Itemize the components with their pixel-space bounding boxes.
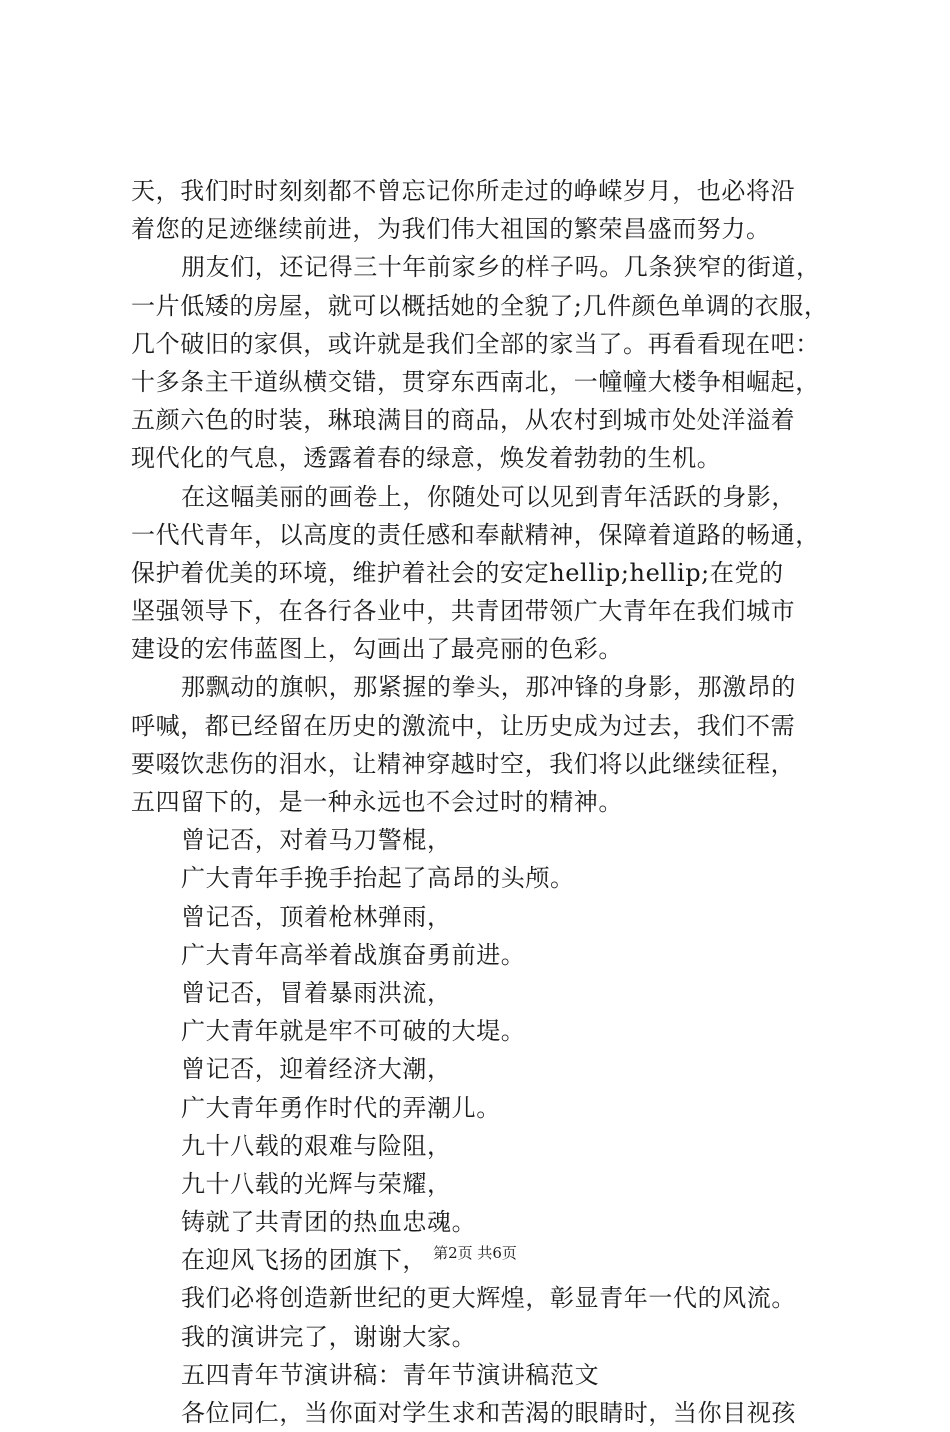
- text-line: 广大青年手挽手抬起了高昂的头颅。: [181, 864, 575, 893]
- text-line: 广大青年高举着战旗奋勇前进。: [181, 940, 526, 969]
- text-line: 在迎风飞扬的团旗下，: [181, 1246, 427, 1275]
- page-footer: [0, 1243, 950, 1263]
- text-line: 曾记否，冒着暴雨洪流，: [181, 978, 452, 1007]
- text-line: 建设的宏伟蓝图上，勾画出了最亮丽的色彩。: [131, 635, 623, 664]
- text-line: 坚强领导下，在各行各业中，共青团带领广大青年在我们城市: [131, 597, 796, 626]
- text-line: 几个破旧的家俱，或许就是我们全部的家当了。再看看现在吧：: [131, 329, 820, 358]
- text-line: 五颜六色的时装，琳琅满目的商品，从农村到城市处处洋溢着: [131, 406, 796, 435]
- text-line: 五四青年节演讲稿：青年节演讲稿范文: [181, 1360, 600, 1389]
- text-line: 我的演讲完了，谢谢大家。: [181, 1322, 477, 1351]
- text-line: 九十八载的光辉与荣耀，: [181, 1169, 452, 1198]
- text-line: 广大青年就是牢不可破的大堤。: [181, 1017, 526, 1046]
- text-line: 五四留下的，是一种永远也不会过时的精神。: [131, 788, 623, 816]
- text-line: 铸就了共青团的热血忠魂。: [181, 1208, 477, 1237]
- text-line: 着您的足迹继续前进，为我们伟大祖国的繁荣昌盛而努力。: [131, 215, 771, 244]
- text-line: 在这幅美丽的画卷上，你随处可以见到青年活跃的身影，: [181, 482, 796, 511]
- text-line: 曾记否，迎着经济大潮，: [181, 1055, 452, 1084]
- text-line: 那飘动的旗帜，那紧握的拳头，那冲锋的身影，那激昂的: [181, 673, 796, 702]
- text-line: 一代代青年，以高度的责任感和奉献精神，保障着道路的畅通，: [131, 520, 820, 549]
- text-line: 各位同仁，当你面对学生求和苦渴的眼睛时，当你目视孩: [181, 1399, 796, 1427]
- text-line: 保护着优美的环境，维护着社会的安定hellip;hellip;在党的: [131, 558, 784, 587]
- text-line: 呼喊，都已经留在历史的激流中，让历史成为过去，我们不需: [131, 711, 796, 740]
- text-line: 我们必将创造新世纪的更大辉煌，彰显青年一代的风流。: [181, 1284, 796, 1313]
- text-line: 曾记否，对着马刀警棍，: [181, 826, 452, 855]
- text-line: 十多条主干道纵横交错，贯穿东西南北，一幢幢大楼争相崛起，: [131, 367, 820, 396]
- text-line: 九十八载的艰难与险阻，: [181, 1131, 452, 1160]
- text-line: 天，我们时时刻刻都不曾忘记你所走过的峥嵘岁月，也必将沿: [131, 177, 796, 205]
- text-line: 一片低矮的房屋，就可以概括她的全貌了;几件颜色单调的衣服，: [131, 291, 829, 320]
- text-line: 现代化的气息，透露着春的绿意，焕发着勃勃的生机。: [131, 444, 722, 473]
- text-line: 曾记否，顶着枪林弹雨，: [181, 902, 452, 931]
- text-line: 广大青年勇作时代的弄潮儿。: [181, 1093, 501, 1122]
- page-number-label: 第2页 共6页: [433, 1244, 517, 1262]
- text-line: 朋友们，还记得三十年前家乡的样子吗。几条狭窄的街道，: [181, 253, 821, 282]
- text-line: 要啜饮悲伤的泪水，让精神穿越时空，我们将以此继续征程，: [131, 749, 796, 778]
